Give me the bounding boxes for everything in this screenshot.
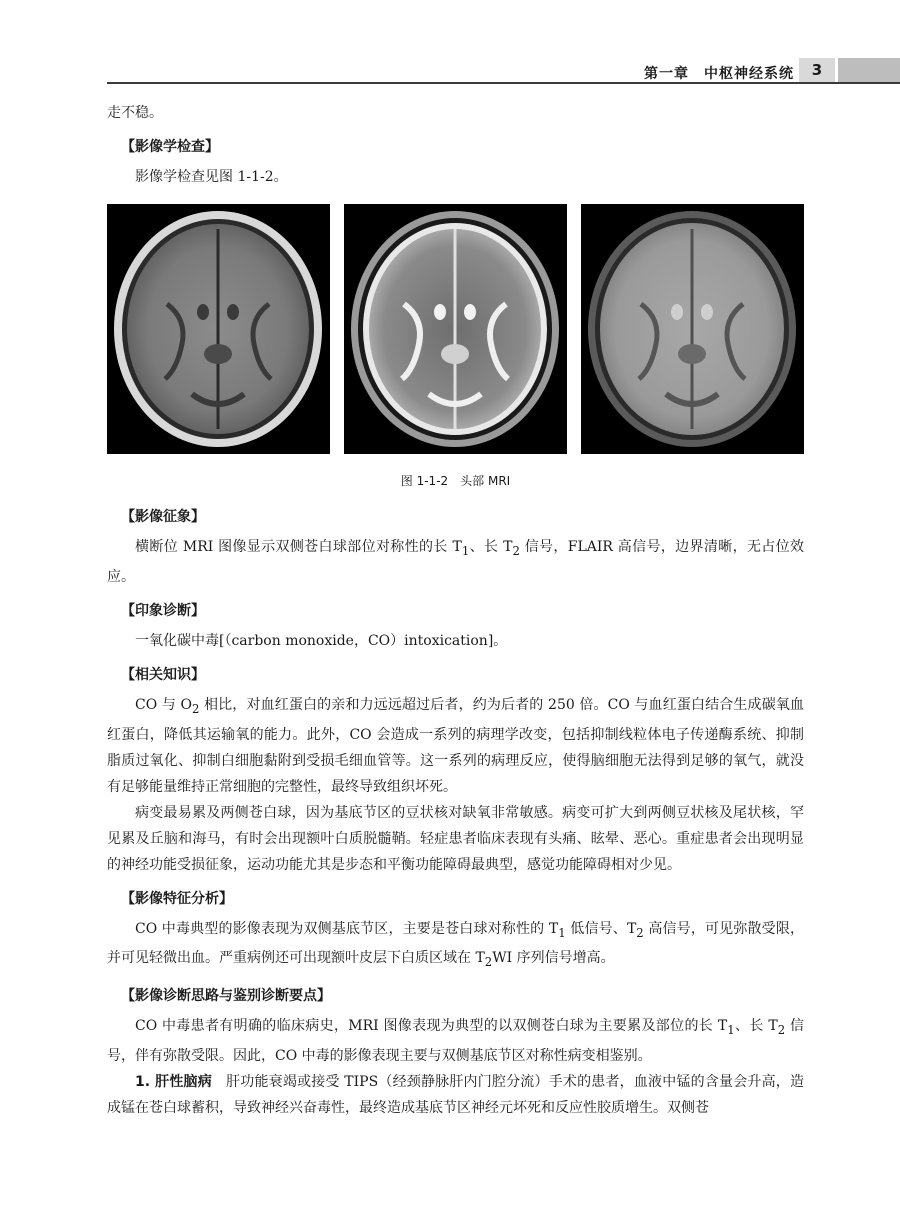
differential-item-1: 1. 肝性脑病 肝功能衰竭或接受 TIPS（经颈静脉肝内门腔分流）手术的患者，血液中锰的含量会升高，造成锰在苍白球蓄积，导致神经兴奋毒性，最终造成基底节区神经元坏死和反应性胶质增生。双侧苍 — [107, 1073, 804, 1116]
section-heading-findings: 【影像征象】 — [121, 509, 205, 525]
opening-line: 走不稳。 — [107, 105, 163, 121]
section-heading-knowledge: 【相关知识】 — [121, 666, 205, 683]
figure-caption: 图 1-1-2 头部 MRI — [400, 474, 511, 488]
analysis-paragraph: CO 中毒典型的影像表现为双侧基底节区，主要是苍白球对称性的 $T_1$ 低信号、$T_2$ 高信号，可见弥散受限，并可见轻微出血。严重病例还可出现额叶皮层下白质区域在 $T_2WI$ 序列信号增高。 — [107, 920, 804, 970]
knowledge-paragraph-1: CO 与 $O_2$ 相比，对血红蛋白的亲和力远远超过后者，约为后者的 250 倍。CO 与血红蛋白结合生成碳氧血红蛋白，降低其运输氧的能力。此外，CO 会造成一系列的病理学改变，包括抑制线粒体电子传递酶系统、抑制脂质过氧化、抑制白细胞黏附到受损毛细血管等。这一系列的病理反应，使得脑细胞无法得到足够的氧气，就没有足够能量维持正常细胞的完整性，最终导致组织坏死。 — [107, 696, 804, 795]
impression-paragraph: 一氧化碳中毒[（carbon monoxide，CO）intoxication]。 — [135, 632, 508, 649]
running-header — [107, 58, 900, 84]
mri-image-flair — [581, 204, 804, 454]
section-heading-differential: 【影像诊断思路与鉴别诊断要点】 — [121, 988, 331, 1005]
chapter-title: 第一章 中枢神经系统 — [644, 66, 794, 82]
differential-paragraph: CO 中毒患者有明确的临床病史，MRI 图像表现为典型的以双侧苍白球为主要累及部位的长 $T_1$、长 $T_2$ 信号，伴有弥散受限。因此，CO 中毒的影像表现主要与双侧基底节区对称性病变相鉴别。 — [107, 1018, 804, 1064]
knowledge-paragraph-2: 病变最易累及两侧苍白球，因为基底节区的豆状核对缺氧非常敏感。病变可扩大到两侧豆状核及尾状核，罕见累及丘脑和海马，有时会出现额叶白质脱髓鞘。轻症患者临床表现有头痛、眩晕、恶心。重症患者会出现明显的神经功能受损征象，运动功能尤其是步态和平衡功能障碍最典型，感觉功能障碍相对少见。 — [107, 804, 804, 873]
findings-paragraph: 横断位 MRI 图像显示双侧苍白球部位对称性的长 $T_1$、长 $T_2$ 信号，FLAIR 高信号，边界清晰，无占位效应。 — [107, 539, 804, 585]
mri-image-t2 — [344, 204, 567, 454]
mri-image-t1 — [107, 204, 330, 454]
mri-figure — [107, 204, 804, 454]
section-heading-imaging-exam: 【影像学检查】 — [121, 139, 219, 155]
section-heading-analysis: 【影像特征分析】 — [121, 890, 233, 907]
section-heading-impression: 【印象诊断】 — [121, 602, 205, 619]
page-number: 3 — [799, 58, 835, 82]
imaging-exam-text: 影像学检查见图 1-1-2。 — [135, 169, 288, 185]
header-decor-bar — [838, 58, 900, 82]
page-body — [107, 100, 804, 1121]
header-rule — [107, 82, 900, 84]
